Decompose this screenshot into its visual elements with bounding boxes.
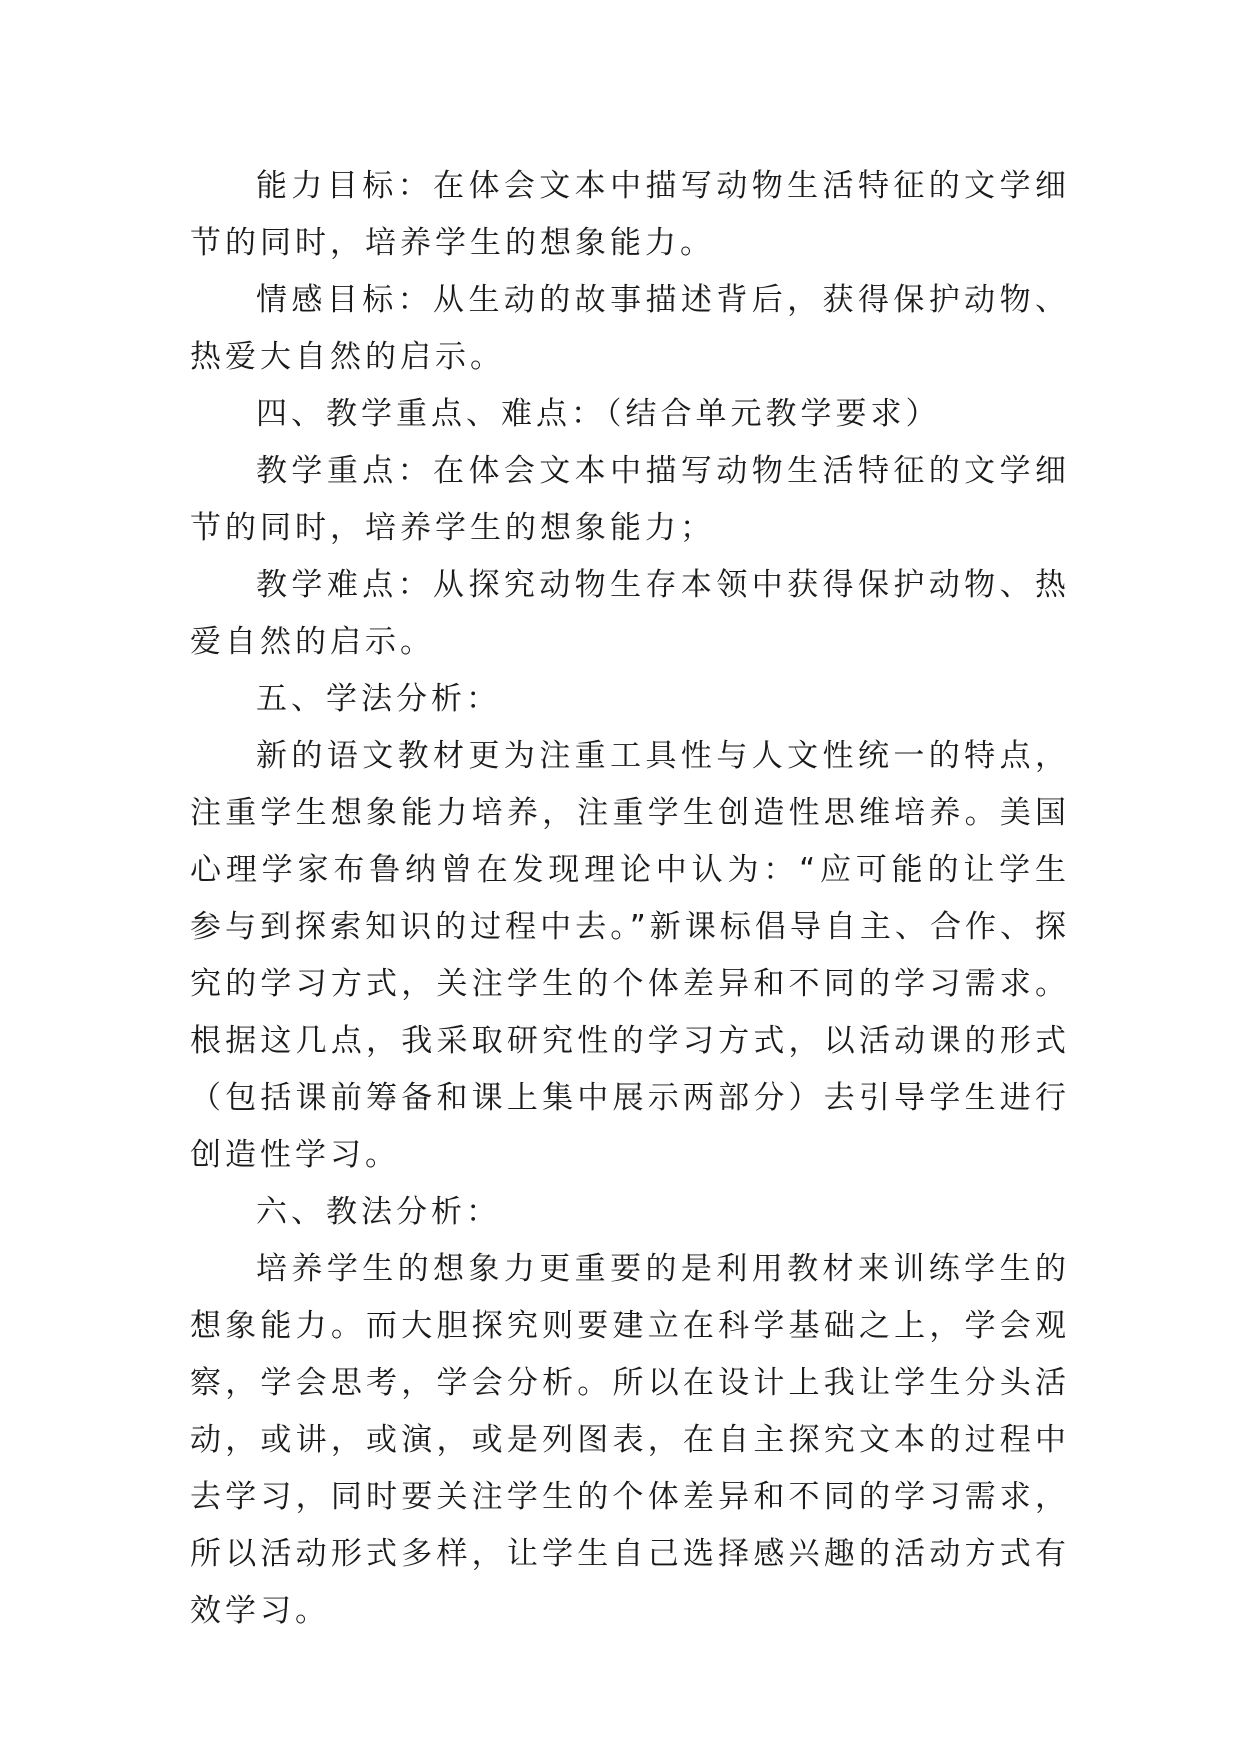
paragraph-key-point: 教学重点：在体会文本中描写动物生活特征的文学细节的同时，培养学生的想象能力； xyxy=(190,453,1070,546)
paragraph-ability-goal: 能力目标：在体会文本中描写动物生活特征的文学细节的同时，培养学生的想象能力。 xyxy=(190,168,1070,261)
paragraph-difficult-point: 教学难点：从探究动物生存本领中获得保护动物、热爱自然的启示。 xyxy=(190,567,1070,660)
paragraph-emotion-goal: 情感目标：从生动的故事描述背后，获得保护动物、热爱大自然的启示。 xyxy=(190,282,1070,375)
paragraph-teaching-method: 培养学生的想象力更重要的是利用教材来训练学生的想象能力。而大胆探究则要建立在科学基础之上，学会观察，学会思考，学会分析。所以在设计上我让学生分头活动，或讲，或演，或是列图表，在自主探究文本的过程中去学习，同时要关注学生的个体差异和不同的学习需求，所以活动形式多样，让学生自己选择感兴趣的活动方式有效学习。 xyxy=(190,1251,1070,1629)
paragraph-learning-method: 新的语文教材更为注重工具性与人文性统一的特点，注重学生想象能力培养，注重学生创造性思维培养。美国心理学家布鲁纳曾在发现理论中认为：“应可能的让学生参与到探索知识的过程中去。”新课标倡导自主、合作、探究的学习方式，关注学生的个体差异和不同的学习需求。根据这几点，我采取研究性的学习方式，以活动课的形式（包括课前筹备和课上集中展示两部分）去引导学生进行创造性学习。 xyxy=(190,738,1070,1173)
heading-key-difficult-points: 四、教学重点、难点：（结合单元教学要求） xyxy=(256,396,941,432)
document-body xyxy=(190,158,1070,1640)
heading-teaching-method: 六、教法分析： xyxy=(256,1194,501,1230)
heading-learning-method: 五、学法分析： xyxy=(256,681,501,717)
